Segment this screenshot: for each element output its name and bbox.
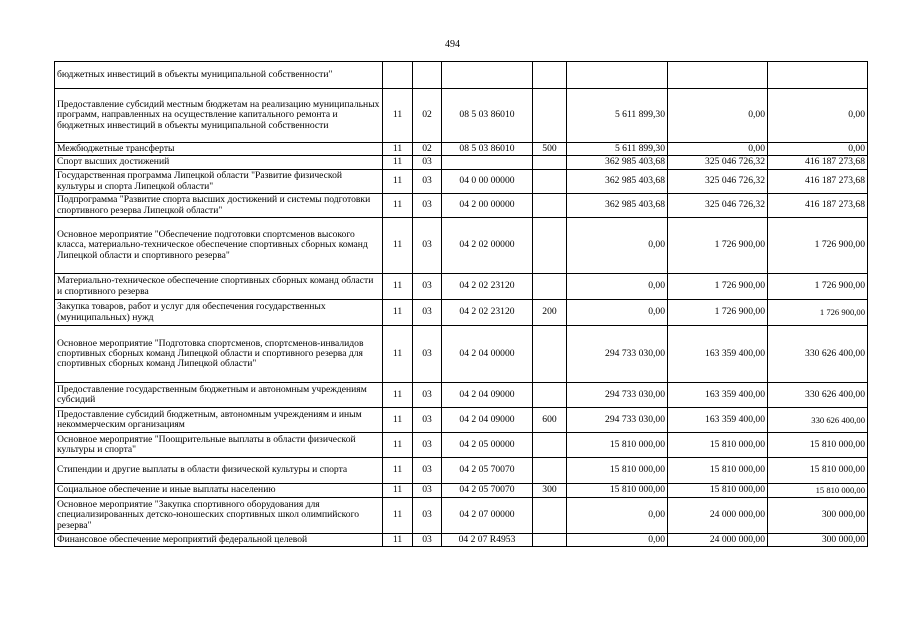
cell-section: 11 — [383, 300, 413, 326]
cell-section: 11 — [383, 433, 413, 458]
cell-name: Основное мероприятие "Обеспечение подготовки спортсменов высокого класса, материально-техническое обеспечение спортивных сборных команд Липецкой области и спортивного резерва" — [55, 218, 383, 274]
cell-name: бюджетных инвестиций в объекты муниципальной собственности" — [55, 62, 383, 89]
cell-section: 11 — [383, 156, 413, 170]
cell-expense-type — [533, 326, 567, 383]
cell-amount-year-1: 0,00 — [567, 498, 668, 534]
cell-expense-type: 600 — [533, 408, 567, 433]
table-row — [55, 383, 868, 408]
cell-subsection: 03 — [413, 433, 442, 458]
cell-section: 11 — [383, 484, 413, 498]
table-row — [55, 433, 868, 458]
cell-subsection: 03 — [413, 170, 442, 194]
cell-amount-year-3: 1 726 900,00 — [768, 300, 868, 326]
cell-target-article: 08 5 03 86010 — [442, 143, 533, 156]
page-number: 494 — [445, 39, 460, 50]
cell-amount-year-3: 1 726 900,00 — [768, 218, 868, 274]
cell-name: Стипендии и другие выплаты в области физической культуры и спорта — [55, 458, 383, 484]
table-row — [55, 300, 868, 326]
cell-amount-year-1: 0,00 — [567, 300, 668, 326]
cell-target-article: 08 5 03 86010 — [442, 89, 533, 143]
cell-target-article: 04 2 02 23120 — [442, 300, 533, 326]
cell-amount-year-2: 0,00 — [668, 89, 768, 143]
cell-target-article: 04 2 00 00000 — [442, 194, 533, 218]
cell-expense-type — [533, 156, 567, 170]
cell-subsection: 03 — [413, 484, 442, 498]
cell-subsection: 03 — [413, 498, 442, 534]
cell-target-article — [442, 62, 533, 89]
cell-name: Межбюджетные трансферты — [55, 143, 383, 156]
cell-amount-year-1: 5 611 899,30 — [567, 143, 668, 156]
cell-target-article: 04 0 00 00000 — [442, 170, 533, 194]
cell-name: Подпрограмма "Развитие спорта высших достижений и системы подготовки спортивного резерва Липецкой области" — [55, 194, 383, 218]
cell-expense-type — [533, 170, 567, 194]
cell-amount-year-1: 0,00 — [567, 274, 668, 300]
cell-name: Основное мероприятие "Подготовка спортсменов, спортсменов-инвалидов спортивных сборных команд Липецкой области и спортивного резерва для спортивных сборных команд Липецкой области" — [55, 326, 383, 383]
cell-target-article: 04 2 05 00000 — [442, 433, 533, 458]
cell-subsection — [413, 62, 442, 89]
cell-amount-year-3: 300 000,00 — [768, 534, 868, 547]
cell-target-article: 04 2 07 R4953 — [442, 534, 533, 547]
cell-amount-year-1: 15 810 000,00 — [567, 484, 668, 498]
cell-amount-year-2: 163 359 400,00 — [668, 326, 768, 383]
cell-subsection: 02 — [413, 143, 442, 156]
cell-expense-type — [533, 62, 567, 89]
cell-section: 11 — [383, 383, 413, 408]
cell-subsection: 03 — [413, 408, 442, 433]
cell-amount-year-3: 0,00 — [768, 143, 868, 156]
cell-amount-year-1 — [567, 62, 668, 89]
cell-section — [383, 62, 413, 89]
cell-subsection: 03 — [413, 156, 442, 170]
cell-expense-type — [533, 218, 567, 274]
cell-amount-year-2: 15 810 000,00 — [668, 433, 768, 458]
cell-expense-type — [533, 458, 567, 484]
cell-section: 11 — [383, 194, 413, 218]
cell-target-article: 04 2 05 70070 — [442, 458, 533, 484]
cell-amount-year-2: 325 046 726,32 — [668, 194, 768, 218]
cell-amount-year-2: 163 359 400,00 — [668, 383, 768, 408]
cell-amount-year-2 — [668, 62, 768, 89]
table-row — [55, 156, 868, 170]
cell-amount-year-1: 294 733 030,00 — [567, 408, 668, 433]
cell-amount-year-1: 5 611 899,30 — [567, 89, 668, 143]
table-row — [55, 143, 868, 156]
cell-expense-type — [533, 89, 567, 143]
cell-amount-year-1: 0,00 — [567, 218, 668, 274]
table-row — [55, 194, 868, 218]
cell-amount-year-2: 0,00 — [668, 143, 768, 156]
cell-amount-year-3: 300 000,00 — [768, 498, 868, 534]
cell-target-article — [442, 156, 533, 170]
table-row — [55, 534, 868, 547]
table-row — [55, 484, 868, 498]
cell-name: Спорт высших достижений — [55, 156, 383, 170]
cell-subsection: 03 — [413, 274, 442, 300]
cell-amount-year-1: 362 985 403,68 — [567, 194, 668, 218]
cell-name: Финансовое обеспечение мероприятий федеральной целевой — [55, 534, 383, 547]
cell-subsection: 03 — [413, 458, 442, 484]
table-row — [55, 458, 868, 484]
cell-subsection: 03 — [413, 194, 442, 218]
cell-amount-year-1: 0,00 — [567, 534, 668, 547]
cell-amount-year-2: 163 359 400,00 — [668, 408, 768, 433]
cell-subsection: 03 — [413, 383, 442, 408]
cell-amount-year-3: 330 626 400,00 — [768, 326, 868, 383]
cell-name: Предоставление государственным бюджетным и автономным учреждениям субсидий — [55, 383, 383, 408]
cell-amount-year-3: 416 187 273,68 — [768, 170, 868, 194]
cell-amount-year-3: 416 187 273,68 — [768, 194, 868, 218]
cell-amount-year-1: 15 810 000,00 — [567, 458, 668, 484]
cell-section: 11 — [383, 143, 413, 156]
cell-section: 11 — [383, 498, 413, 534]
cell-amount-year-3: 15 810 000,00 — [768, 458, 868, 484]
cell-name: Предоставление субсидий бюджетным, автономным учреждениям и иным некоммерческим организациям — [55, 408, 383, 433]
table-row — [55, 62, 868, 89]
cell-amount-year-1: 15 810 000,00 — [567, 433, 668, 458]
cell-target-article: 04 2 02 23120 — [442, 274, 533, 300]
table-row — [55, 274, 868, 300]
cell-expense-type — [533, 498, 567, 534]
cell-amount-year-1: 362 985 403,68 — [567, 170, 668, 194]
cell-target-article: 04 2 02 00000 — [442, 218, 533, 274]
cell-subsection: 03 — [413, 218, 442, 274]
cell-amount-year-2: 1 726 900,00 — [668, 274, 768, 300]
table-row — [55, 326, 868, 383]
cell-expense-type: 300 — [533, 484, 567, 498]
cell-amount-year-2: 325 046 726,32 — [668, 170, 768, 194]
cell-amount-year-1: 294 733 030,00 — [567, 326, 668, 383]
cell-expense-type — [533, 274, 567, 300]
cell-section: 11 — [383, 408, 413, 433]
cell-section: 11 — [383, 89, 413, 143]
table-row — [55, 170, 868, 194]
cell-section: 11 — [383, 534, 413, 547]
cell-name: Материально-техническое обеспечение спортивных сборных команд области и спортивного резерва — [55, 274, 383, 300]
cell-amount-year-3: 0,00 — [768, 89, 868, 143]
cell-amount-year-3: 416 187 273,68 — [768, 156, 868, 170]
cell-name: Основное мероприятие "Поощрительные выплаты в области физической культуры и спорта" — [55, 433, 383, 458]
cell-name: Закупка товаров, работ и услуг для обеспечения государственных (муниципальных) нужд — [55, 300, 383, 326]
table-row — [55, 408, 868, 433]
cell-name: Государственная программа Липецкой области "Развитие физической культуры и спорта Липецкой области" — [55, 170, 383, 194]
cell-section: 11 — [383, 170, 413, 194]
cell-amount-year-2: 24 000 000,00 — [668, 498, 768, 534]
cell-target-article: 04 2 04 00000 — [442, 326, 533, 383]
cell-target-article: 04 2 04 09000 — [442, 383, 533, 408]
cell-name: Основное мероприятие "Закупка спортивного оборудования для специализированных детско-юношеских спортивных школ олимпийского резерва" — [55, 498, 383, 534]
cell-expense-type — [533, 534, 567, 547]
cell-expense-type — [533, 383, 567, 408]
cell-amount-year-2: 1 726 900,00 — [668, 300, 768, 326]
cell-amount-year-2: 1 726 900,00 — [668, 218, 768, 274]
cell-name: Предоставление субсидий местным бюджетам на реализацию муниципальных программ, направленных на осуществление капитального ремонта и бюджетных инвестиций в объекты муниципальной собственности — [55, 89, 383, 143]
cell-amount-year-2: 15 810 000,00 — [668, 484, 768, 498]
cell-subsection: 03 — [413, 534, 442, 547]
cell-target-article: 04 2 05 70070 — [442, 484, 533, 498]
cell-amount-year-3: 1 726 900,00 — [768, 274, 868, 300]
cell-section: 11 — [383, 458, 413, 484]
cell-expense-type — [533, 194, 567, 218]
table-row — [55, 498, 868, 534]
cell-amount-year-2: 15 810 000,00 — [668, 458, 768, 484]
cell-subsection: 03 — [413, 300, 442, 326]
cell-section: 11 — [383, 274, 413, 300]
cell-amount-year-2: 24 000 000,00 — [668, 534, 768, 547]
table-row — [55, 218, 868, 274]
cell-expense-type — [533, 433, 567, 458]
table-row — [55, 89, 868, 143]
cell-amount-year-3: 15 810 000,00 — [768, 433, 868, 458]
cell-amount-year-3: 330 626 400,00 — [768, 408, 868, 433]
cell-amount-year-3: 15 810 000,00 — [768, 484, 868, 498]
cell-target-article: 04 2 07 00000 — [442, 498, 533, 534]
cell-subsection: 03 — [413, 326, 442, 383]
cell-amount-year-3: 330 626 400,00 — [768, 383, 868, 408]
cell-section: 11 — [383, 326, 413, 383]
cell-amount-year-3 — [768, 62, 868, 89]
cell-amount-year-1: 294 733 030,00 — [567, 383, 668, 408]
cell-subsection: 02 — [413, 89, 442, 143]
cell-section: 11 — [383, 218, 413, 274]
table-body — [55, 62, 868, 547]
cell-expense-type: 500 — [533, 143, 567, 156]
cell-expense-type: 200 — [533, 300, 567, 326]
cell-name: Социальное обеспечение и иные выплаты населению — [55, 484, 383, 498]
budget-table — [54, 61, 868, 547]
cell-target-article: 04 2 04 09000 — [442, 408, 533, 433]
cell-amount-year-1: 362 985 403,68 — [567, 156, 668, 170]
cell-amount-year-2: 325 046 726,32 — [668, 156, 768, 170]
